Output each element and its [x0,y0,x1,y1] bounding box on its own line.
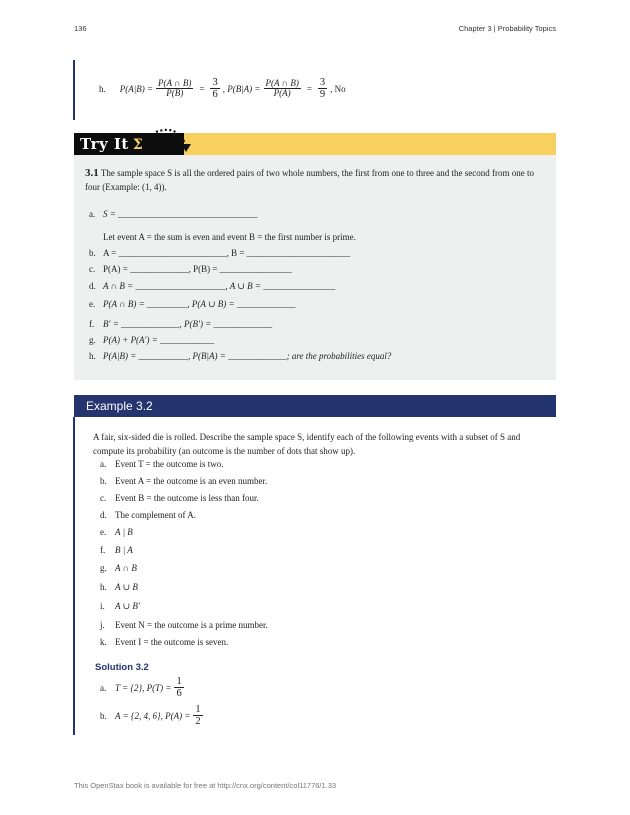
fraction: $\frac{1}{6}$ [176,676,182,700]
example-item-c: c. Event B = the outcome is less than four. [100,493,259,503]
equals: = [199,83,205,94]
try-item-a: a. S = _______________________________ [89,209,258,219]
example-intro: A fair, six-sided die is rolled. Describe the sample space S, identify each of the following events with a subset of S and compute its probability (an outcome is the number of dots that show up). [93,432,521,456]
formula-tail: , No [330,83,346,94]
fraction-2: $\frac{3}{6}$ [212,77,218,101]
try-it-intro: 3.1 The sample space S is all the ordered pairs of two whole numbers, the first from one to three and the second from one to four (Example: (1, 4)). [85,167,534,192]
answer-h-line [99,77,346,100]
footer-note: This OpenStax book is available for free at http://cnx.org/content/col11776/1.33 [74,781,337,790]
fraction: $\frac{1}{2}$ [195,704,201,728]
formula-lhs: P(A|B) = [119,83,154,94]
try-item-b: b. A = ________________________, B = _______________________ [89,248,351,258]
example-item-e: e. A | B [100,527,133,537]
try-item-e: e. P(A ∩ B) = _________, P(A ∪ B) = _____________ [89,299,296,309]
try-item-d: d. A ∩ B = ____________________, A ∪ B = ________________ [89,281,336,291]
dotted-arrow-icon [150,124,195,154]
example-item-j: j. Event N = the outcome is a prime number. [100,620,268,630]
equals: = [306,83,312,94]
try-it-label: Try It Σ [74,133,184,155]
example-item-d: d. The complement of A. [100,510,196,520]
try-item-h: h. P(A|B) = ___________, P(B|A) = _____________; are the probabilities equal? [89,351,392,361]
solution-a: a. T = {2}, P(T) = $\frac{1}{6}$ [100,676,182,700]
fraction-4: $\frac{3}{9}$ [319,77,326,101]
try-item-f: f. B′ = _____________, P(B′) = _____________ [89,319,273,329]
solution-title: Solution 3.2 [95,662,149,673]
fraction-3: $\frac{P(A \cap B)}{P(A)}$ [265,77,299,99]
left-accent-bar [73,60,75,120]
example-item-f: f. B | A [100,545,133,555]
example-item-i: i. A ∪ B′ [100,601,140,611]
solution-b: b. A = {2, 4, 6}, P(A) = $\frac{1}{2}$ [100,704,201,728]
example-banner: Example 3.2 [74,395,556,417]
page-number: 136 [74,24,87,33]
example-item-b: b. Event A = the outcome is an even number. [100,476,268,486]
example-accent-bar [73,417,75,735]
chapter-title: Chapter 3 | Probability Topics [458,24,556,33]
sigma-icon: Σ [132,137,144,153]
example-item-h: h. A ∪ B [100,582,138,592]
example-item-a: a. Event T = the outcome is two. [100,459,224,469]
try-event-definition: Let event A = the sum is even and event B = the first number is prime. [103,232,356,242]
fraction-1: $\frac{P(A \cap B)}{P(B)}$ [158,77,192,99]
example-item-k: k. Event I = the outcome is seven. [100,637,229,647]
try-item-c: c. P(A) = _____________, P(B) = ________________ [89,264,292,274]
example-item-g: g. A ∩ B [100,563,137,573]
try-item-g: g. P(A) + P(A′) = ____________ [89,335,215,345]
formula-mid: , P(B|A) = [222,83,261,94]
item-letter: h. [99,83,106,94]
